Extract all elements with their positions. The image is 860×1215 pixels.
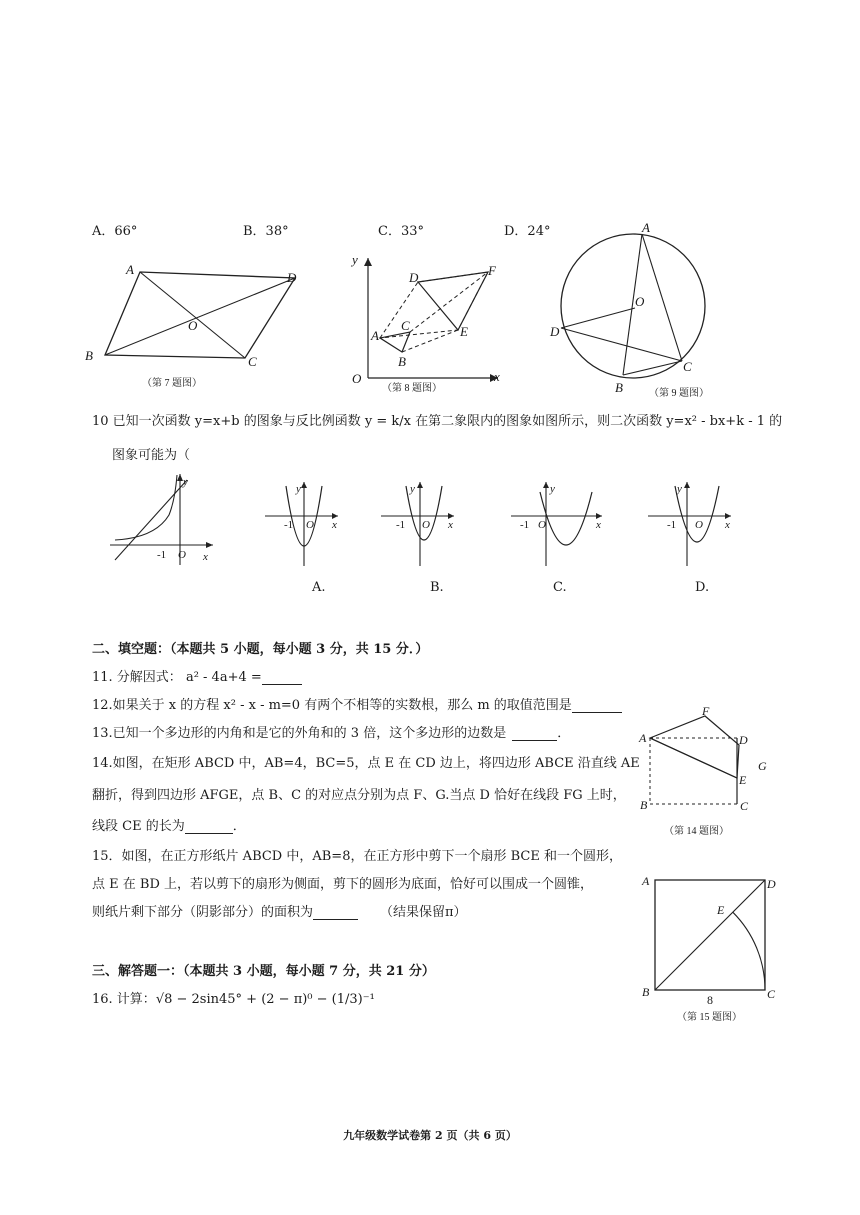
fig7-label-c: C	[248, 354, 257, 369]
fig9-label-d: D	[550, 324, 560, 339]
section3-title: 三、解答题一：（本题共 3 小题，每小题 7 分，共 21 分）	[92, 964, 435, 979]
fig7-label-b: B	[85, 348, 93, 363]
figure-15-square-sector	[635, 870, 785, 1030]
graph-b-neg1: -1	[396, 519, 406, 531]
q14-line3	[92, 815, 246, 834]
q12-blank	[572, 700, 622, 713]
figure-7-parallelogram	[80, 260, 310, 395]
fig15-label-8: 8	[707, 993, 713, 1007]
fig9-label-c: C	[683, 359, 692, 374]
graph-d-neg1: -1	[667, 519, 677, 531]
q12-text: 12.如果关于 x 的方程 x² - x - m=0 有两个不相等的实数根，那么 m 的取值范围是	[92, 698, 572, 713]
fig8-label-f: F	[488, 263, 496, 278]
q13-end: ．	[557, 726, 571, 741]
fig15-label-b: B	[642, 985, 650, 999]
fig7-caption: （第 7 题图）	[142, 378, 202, 389]
option-a: A．66°	[92, 224, 138, 239]
q15-end: （结果保留π）	[380, 905, 467, 920]
fig8-label-y: y	[352, 252, 358, 267]
fig9-caption: （第 9 题图）	[649, 388, 709, 399]
fig8-label-x: x	[494, 369, 500, 384]
q15-line3	[92, 901, 467, 920]
q11	[92, 666, 302, 685]
fig15-label-e: E	[717, 903, 725, 917]
q15-blank	[313, 907, 358, 920]
q10-graph-b	[378, 478, 460, 570]
q10-graph-a	[262, 478, 344, 570]
q15-line2: 点 E 在 BD 上，若以剪下的扇形为侧面，剪下的圆形为底面，恰好可以围成一个圆锥，	[92, 877, 593, 892]
fig9-label-o: O	[635, 294, 645, 309]
graph-a-neg1: -1	[284, 519, 294, 531]
fig8-label-b: B	[398, 354, 406, 369]
option-c: C．33°	[378, 224, 424, 239]
q11-text: 11. 分解因式： a² - 4a+4 =	[92, 670, 262, 685]
q12	[92, 694, 622, 713]
fig8-label-d: D	[409, 270, 419, 285]
graph-b-x: x	[448, 519, 453, 531]
graph-a-y: y	[296, 483, 301, 495]
q14-line2: 翻折，得到四边形 AFGE，点 B、C 的对应点分别为点 F、G.当点 D 恰好在线段 FG 上时，	[92, 788, 626, 803]
fig14-label-g: G	[758, 759, 767, 773]
graph-c-neg1: -1	[520, 519, 530, 531]
q10-graph-d	[645, 478, 737, 570]
fig9-label-b: B	[615, 380, 623, 395]
graph-c-x: x	[596, 519, 601, 531]
fig14-label-f: F	[702, 706, 710, 718]
graph-a-x: x	[332, 519, 337, 531]
q14-text: 线段 CE 的长为	[92, 819, 185, 834]
graph-b-o: O	[422, 519, 430, 531]
graph-d-x: x	[725, 519, 730, 531]
q10-graph-c	[508, 478, 608, 570]
q10-option-a: A.	[312, 580, 326, 595]
q10-graph-neg1: -1	[157, 549, 167, 561]
fig8-label-c: C	[401, 318, 410, 333]
q10-line1: 10 已知一次函数 y=x+b 的图象与反比例函数 y = k/x 在第二象限内的图象如图所示，则二次函数 y=x² - bx+k - 1 的	[92, 414, 783, 429]
fig15-label-d: D	[767, 877, 776, 891]
section2-title: 二、填空题：（本题共 5 小题，每小题 3 分，共 15 分．）	[92, 642, 429, 657]
option-d: D．24°	[504, 224, 551, 239]
q16-expression: √8 − 2sin45° + (2 − π)⁰ − (1/3)⁻¹	[155, 992, 375, 1007]
graph-c-o: O	[538, 519, 546, 531]
figure-8-coordinate	[340, 250, 510, 395]
fig15-label-c: C	[767, 987, 776, 1001]
fig14-caption: （第 14 题图）	[664, 826, 729, 837]
q14-line1: 14.如图，在矩形 ABCD 中，AB=4，BC=5，点 E 在 CD 边上，将四边形 ABCE 沿直线 AE	[92, 756, 640, 771]
q16-prefix: 16. 计算：	[92, 992, 156, 1007]
figure-14-rectangle-fold	[630, 706, 770, 841]
q15-line1: 15．如图，在正方形纸片 ABCD 中，AB=8，在正方形中剪下一个扇形 BCE 和一个圆形，	[92, 849, 622, 864]
graph-d-y: y	[677, 483, 682, 495]
graph-b-y: y	[410, 483, 415, 495]
q14-end: ．	[232, 819, 246, 834]
graph-a-o: O	[306, 519, 314, 531]
option-b: B．38°	[243, 224, 289, 239]
fig14-label-c: C	[740, 799, 749, 813]
fig14-label-e: E	[739, 773, 747, 787]
graph-d-o: O	[695, 519, 703, 531]
fig7-label-d: D	[287, 270, 297, 285]
q16	[92, 988, 375, 1007]
page-footer: 九年级数学试卷第 2 页（共 6 页）	[343, 1129, 517, 1142]
fig14-label-b: B	[640, 798, 648, 812]
fig8-label-a: A	[371, 328, 379, 343]
fig8-caption: （第 8 题图）	[382, 383, 442, 394]
q10-line2: 图象可能为（	[112, 448, 191, 463]
graph-c-y: y	[550, 483, 555, 495]
q10-option-b: B.	[430, 580, 444, 595]
q10-option-c: C.	[553, 580, 567, 595]
q10-option-d: D.	[695, 580, 710, 595]
q14-blank	[185, 821, 233, 834]
figure-9-circle	[545, 218, 720, 403]
fig15-caption: （第 15 题图）	[677, 1012, 742, 1023]
fig9-label-a: A	[642, 220, 650, 235]
q15-text: 则纸片剩下部分（阴影部分）的面积为	[92, 905, 314, 920]
q13-blank	[512, 728, 557, 741]
q13	[92, 722, 570, 741]
q10-graph-y: y	[183, 476, 188, 488]
q13-text: 13.已知一个多边形的内角和是它的外角和的 3 倍，这个多边形的边数是	[92, 726, 507, 741]
fig7-label-a: A	[126, 262, 134, 277]
q10-graph-x: x	[203, 551, 208, 563]
fig14-label-d: D	[739, 733, 748, 747]
q11-blank	[262, 672, 302, 685]
q10-given-graph	[105, 470, 220, 570]
fig8-label-e: E	[460, 324, 468, 339]
fig14-label-a: A	[639, 731, 647, 745]
q10-graph-o: O	[178, 549, 186, 561]
fig8-label-o: O	[352, 371, 362, 386]
fig7-label-o: O	[188, 318, 198, 333]
fig15-label-a: A	[642, 874, 650, 888]
